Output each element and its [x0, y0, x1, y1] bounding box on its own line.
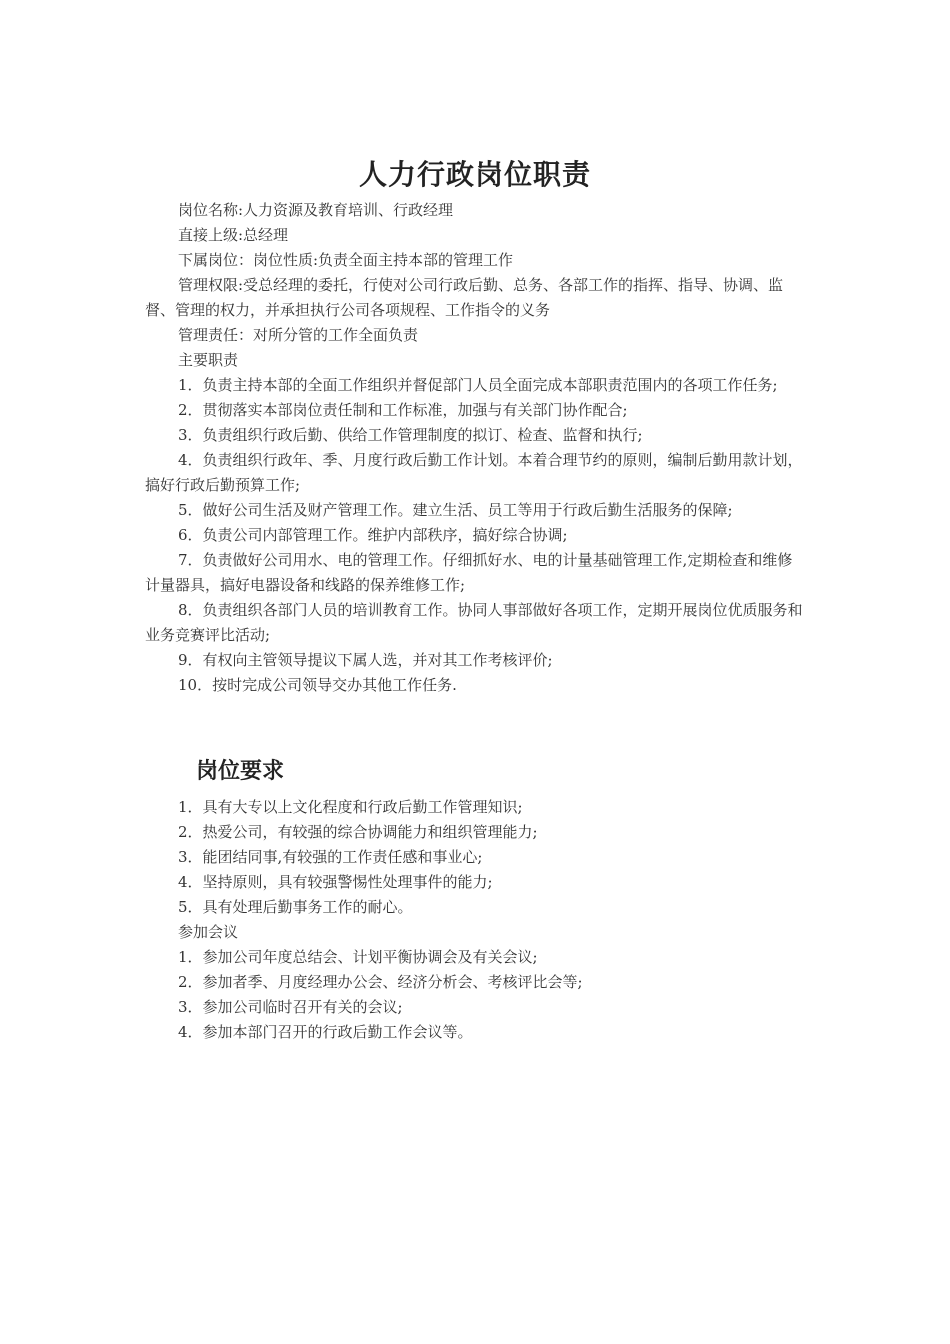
meeting-item: 1．参加公司年度总结会、计划平衡协调会及有关会议; — [178, 948, 538, 966]
duty-item: 1．负责主持本部的全面工作组织并督促部门人员全面完成本部职责范围内的各项工作任务; — [178, 376, 778, 394]
page-title: 人力行政岗位职责 — [358, 158, 591, 191]
requirement-item: 1．具有大专以上文化程度和行政后勤工作管理知识; — [178, 798, 523, 816]
duty-item: 9．有权向主管领导提议下属人选，并对其工作考核评价; — [178, 651, 553, 669]
duty-item: 8．负责组织各部门人员的培训教育工作。协同人事部做好各项工作，定期开展岗位优质服务和业务竞赛评比活动; — [145, 601, 803, 644]
duty-item: 7．负责做好公司用水、电的管理工作。仔细抓好水、电的计量基础管理工作,定期检查和维修计量器具，搞好电器设备和线路的保养维修工作; — [145, 551, 793, 594]
duties-section — [145, 198, 807, 698]
direct-superior-line: 直接上级:总经理 — [178, 226, 289, 244]
requirements-heading: 岗位要求 — [196, 759, 285, 784]
duty-item: 2．贯彻落实本部岗位责任制和工作标准，加强与有关部门协作配合; — [178, 401, 628, 419]
position-name-line: 岗位名称:人力资源及教育培训、行政经理 — [178, 201, 454, 219]
duty-item: 5．做好公司生活及财产管理工作。建立生活、员工等用于行政后勤生活服务的保障; — [178, 501, 733, 519]
duty-item: 3．负责组织行政后勤、供给工作管理制度的拟订、检查、监督和执行; — [178, 426, 643, 444]
main-duties-heading: 主要职责 — [178, 351, 239, 369]
meeting-item: 4．参加本部门召开的行政后勤工作会议等。 — [178, 1023, 473, 1041]
requirement-item: 3．能团结同事,有较强的工作责任感和事业心; — [178, 848, 483, 866]
requirement-item: 2．热爱公司，有较强的综合协调能力和组织管理能力; — [178, 823, 538, 841]
duty-item: 4．负责组织行政年、季、月度行政后勤工作计划。本着合理节约的原则，编制后勤用款计划，搞好行政后勤预算工作; — [145, 451, 803, 494]
meeting-item: 2．参加者季、月度经理办公会、经济分析会、考核评比会等; — [178, 973, 583, 991]
requirements-section — [145, 795, 807, 1045]
authority-line: 管理权限:受总经理的委托，行使对公司行政后勤、总务、各部工作的指挥、指导、协调、监督、管理的权力，并承担执行公司各项规程、工作指令的义务 — [145, 276, 784, 319]
subordinate-line: 下属岗位：岗位性质:负责全面主持本部的管理工作 — [178, 251, 514, 269]
responsibility-line: 管理责任：对所分管的工作全面负责 — [178, 326, 419, 344]
meetings-heading: 参加会议 — [178, 923, 239, 941]
requirement-item: 4．坚持原则，具有较强警惕性处理事件的能力; — [178, 873, 493, 891]
meeting-item: 3．参加公司临时召开有关的会议; — [178, 998, 403, 1016]
duty-item: 6．负责公司内部管理工作。维护内部秩序，搞好综合协调; — [178, 526, 568, 544]
requirement-item: 5．具有处理后勤事务工作的耐心。 — [178, 898, 413, 916]
duty-item: 10．按时完成公司领导交办其他工作任务. — [178, 676, 457, 694]
